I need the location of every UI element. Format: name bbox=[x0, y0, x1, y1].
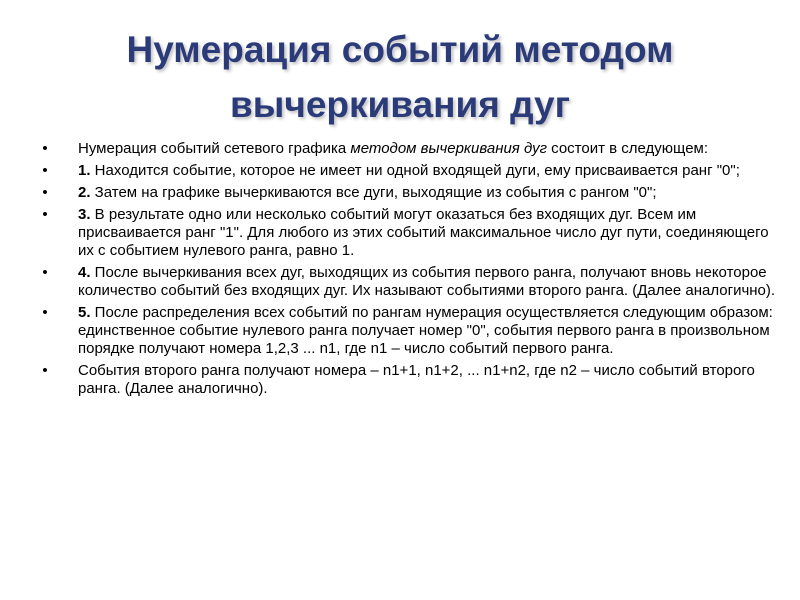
step-text: После распределения всех событий по рангам нумерация осуществляется следующим образом: единственное событие нулевого ранга получает номер "0", события первого ранга в произвольном порядке получают номера 1,2,3 ... n1, где n1 – число событий первого ранга. bbox=[78, 304, 773, 357]
bullet-item-step-2 bbox=[40, 184, 780, 202]
step-text: В результате одно или несколько событий могут оказаться без входящих дуг. Всем им присваивается ранг "1". Для любого из этих событий максимальное число дуг пути, соединяющего их с событием нулевого ранга, равно 1. bbox=[78, 206, 769, 259]
bullet-item-step-4 bbox=[40, 264, 780, 300]
bullet-list bbox=[40, 140, 780, 402]
step-text: Затем на графике вычеркиваются все дуги, выходящие из события с рангом "0"; bbox=[90, 184, 657, 201]
bullet-item-step-5 bbox=[40, 304, 780, 358]
step-number: 1. bbox=[78, 162, 91, 179]
bullet-item-step-1 bbox=[40, 162, 780, 180]
step-number: 2. bbox=[78, 184, 91, 201]
bullet-icon: • bbox=[42, 362, 48, 379]
slide-title: Нумерация событий методом вычеркивания дуг bbox=[126, 29, 674, 125]
bullet-item-final bbox=[40, 362, 780, 398]
step-text: После вычеркивания всех дуг, выходящих из события первого ранга, получают вновь некоторое количество событий без входящих дуг. Их называют событиями второго ранга. (Далее аналогично). bbox=[78, 264, 776, 299]
bullet-icon: • bbox=[42, 162, 48, 179]
bullet-icon: • bbox=[42, 206, 48, 223]
step-number: 4. bbox=[78, 264, 91, 281]
bullet-text-after: состоит в следующем: bbox=[547, 140, 709, 157]
bullet-text-before: Нумерация событий сетевого графика bbox=[78, 140, 351, 157]
bullet-icon: • bbox=[42, 264, 48, 281]
bullet-item-step-3 bbox=[40, 206, 780, 260]
bullet-item-intro bbox=[40, 140, 780, 158]
step-number: 3. bbox=[78, 206, 91, 223]
bullet-icon: • bbox=[42, 184, 48, 201]
bullet-icon: • bbox=[42, 304, 48, 321]
step-text: Находится событие, которое не имеет ни одной входящей дуги, ему присваивается ранг "0"; bbox=[90, 162, 740, 179]
bullet-text: События второго ранга получают номера – n1+1, n1+2, ... n1+n2, где n2 – число событий второго ранга. (Далее аналогично). bbox=[78, 362, 755, 397]
step-number: 5. bbox=[78, 304, 91, 321]
bullet-icon: • bbox=[42, 140, 48, 157]
bullet-text-italic: методом вычеркивания дуг bbox=[350, 140, 547, 157]
